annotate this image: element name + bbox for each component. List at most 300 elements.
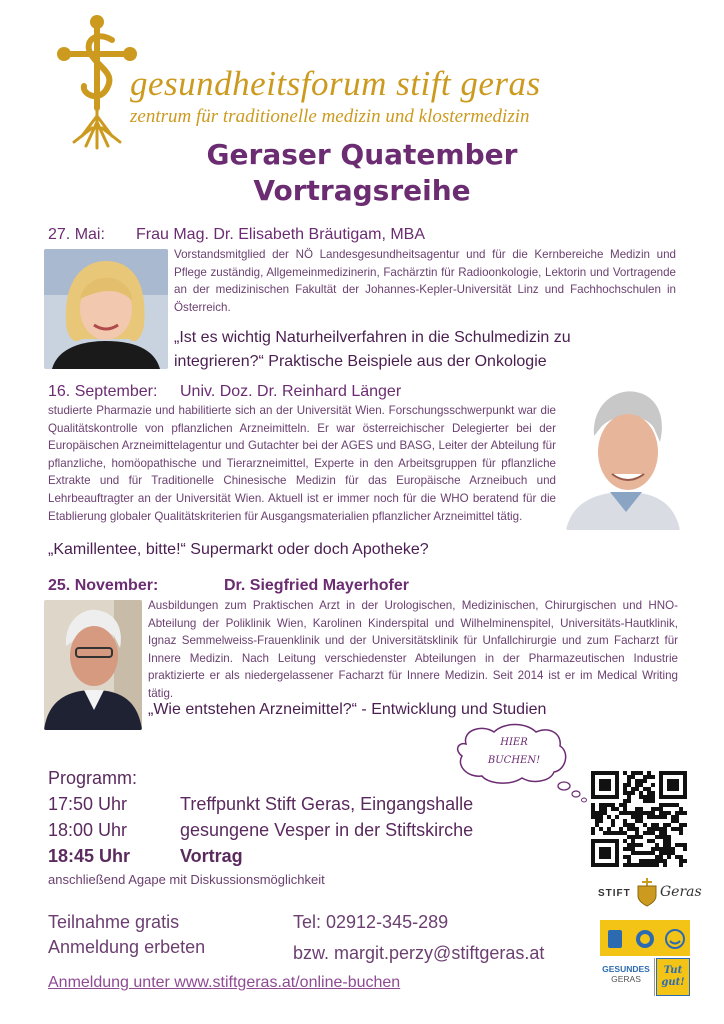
qr-module <box>671 787 675 791</box>
qr-module <box>623 799 627 803</box>
qr-module <box>627 855 631 859</box>
qr-module <box>659 787 663 791</box>
bubble-line2: BUCHEN! <box>487 755 541 766</box>
qr-module <box>595 839 599 843</box>
qr-module <box>663 847 667 851</box>
qr-module <box>631 823 635 827</box>
qr-module <box>627 779 631 783</box>
qr-module <box>655 815 659 819</box>
qr-module <box>591 795 595 799</box>
program-text: Treffpunkt Stift Geras, Eingangshalle <box>180 794 474 814</box>
program-text: gesungene Vesper in der Stiftskirche <box>180 820 474 840</box>
qr-module <box>675 783 679 787</box>
qr-module <box>639 811 643 815</box>
qr-module <box>651 815 655 819</box>
qr-module <box>623 771 627 775</box>
qr-module <box>627 843 631 847</box>
qr-module <box>675 827 679 831</box>
qr-module <box>659 791 663 795</box>
qr-module <box>639 807 643 811</box>
qr-module <box>599 783 603 787</box>
qr-module <box>659 815 663 819</box>
qr-module <box>679 863 683 867</box>
qr-module <box>591 807 595 811</box>
qr-module <box>659 847 663 851</box>
qr-module <box>591 851 595 855</box>
qr-module <box>679 827 683 831</box>
qr-module <box>651 839 655 843</box>
health-icons <box>600 920 690 956</box>
program-time: 17:50 Uhr <box>48 794 128 814</box>
qr-module <box>635 815 639 819</box>
qr-module <box>659 775 663 779</box>
qr-module <box>679 843 683 847</box>
qr-module <box>591 775 595 779</box>
qr-module <box>635 835 639 839</box>
program-note: anschließend Agape mit Diskussionsmöglichkeit <box>48 872 325 887</box>
qr-module <box>611 863 615 867</box>
qr-module <box>627 775 631 779</box>
qr-module <box>663 795 667 799</box>
qr-module <box>663 859 667 863</box>
qr-module <box>671 771 675 775</box>
qr-module <box>667 823 671 827</box>
qr-module <box>667 847 671 851</box>
qr-module <box>683 847 687 851</box>
qr-module <box>631 815 635 819</box>
qr-module <box>679 859 683 863</box>
qr-module <box>647 775 651 779</box>
qr-module <box>627 835 631 839</box>
qr-module <box>631 775 635 779</box>
qr-module <box>675 855 679 859</box>
qr-module <box>667 811 671 815</box>
qr-module <box>667 783 671 787</box>
qr-module <box>679 811 683 815</box>
qr-module <box>603 807 607 811</box>
qr-module <box>635 787 639 791</box>
participation-free: Teilnahme gratis <box>48 912 180 932</box>
qr-module <box>671 815 675 819</box>
qr-module <box>643 823 647 827</box>
qr-module <box>683 811 687 815</box>
qr-module <box>595 771 599 775</box>
qr-module <box>679 771 683 775</box>
qr-module <box>663 843 667 847</box>
qr-module <box>667 771 671 775</box>
talk2-speaker: Univ. Doz. Dr. Reinhard Länger <box>180 383 402 400</box>
qr-module <box>635 843 639 847</box>
qr-module <box>675 843 679 847</box>
qr-module <box>655 823 659 827</box>
qr-module <box>627 847 631 851</box>
contact-email[interactable]: bzw. margit.perzy@stiftgeras.at <box>293 943 545 963</box>
qr-module <box>683 779 687 783</box>
qr-module <box>607 827 611 831</box>
qr-module <box>615 787 619 791</box>
qr-module <box>591 843 595 847</box>
qr-module <box>607 779 611 783</box>
qr-module <box>659 779 663 783</box>
qr-module <box>643 851 647 855</box>
qr-module <box>683 823 687 827</box>
qr-module <box>627 863 631 867</box>
qr-module <box>591 831 595 835</box>
qr-module <box>631 771 635 775</box>
cross-logo <box>56 12 138 152</box>
qr-module <box>603 851 607 855</box>
qr-module <box>603 831 607 835</box>
qr-module <box>679 823 683 827</box>
qr-module <box>667 779 671 783</box>
qr-module <box>655 843 659 847</box>
qr-module <box>643 795 647 799</box>
qr-module <box>611 803 615 807</box>
qr-module <box>651 851 655 855</box>
qr-module <box>671 783 675 787</box>
qr-module <box>591 839 595 843</box>
qr-module <box>635 783 639 787</box>
qr-module <box>651 863 655 867</box>
qr-module <box>603 783 607 787</box>
qr-module <box>599 811 603 815</box>
qr-module <box>635 831 639 835</box>
qr-module <box>683 795 687 799</box>
qr-module <box>615 795 619 799</box>
qr-module <box>603 855 607 859</box>
qr-module <box>599 803 603 807</box>
qr-module <box>663 851 667 855</box>
qr-module <box>675 795 679 799</box>
qr-module <box>655 863 659 867</box>
qr-module <box>663 827 667 831</box>
qr-module <box>603 779 607 783</box>
qr-module <box>639 779 643 783</box>
gesundes-geras-logo <box>598 920 692 998</box>
qr-module <box>683 787 687 791</box>
qr-module <box>671 851 675 855</box>
stift-geras-logo <box>598 872 702 912</box>
program-time: 18:00 Uhr <box>48 820 128 840</box>
qr-module <box>627 783 631 787</box>
qr-module <box>607 783 611 787</box>
qr-module <box>659 859 663 863</box>
qr-module <box>651 791 655 795</box>
qr-module <box>599 827 603 831</box>
qr-module <box>651 783 655 787</box>
qr-module <box>603 863 607 867</box>
qr-module <box>623 811 627 815</box>
registration-required: Anmeldung erbeten <box>48 937 206 957</box>
qr-module <box>635 807 639 811</box>
qr-module <box>643 779 647 783</box>
program-time: 18:45 Uhr <box>48 846 131 866</box>
qr-module <box>643 775 647 779</box>
qr-module <box>615 815 619 819</box>
qr-module <box>635 827 639 831</box>
qr-module <box>599 855 603 859</box>
qr-module <box>667 787 671 791</box>
qr-module <box>591 803 595 807</box>
qr-module <box>603 803 607 807</box>
online-booking-link[interactable]: Anmeldung unter www.stiftgeras.at/online-buchen <box>48 974 401 991</box>
qr-module <box>631 827 635 831</box>
qr-module <box>607 831 611 835</box>
qr-module <box>659 795 663 799</box>
qr-module <box>639 815 643 819</box>
org-subtitle: zentrum für traditionelle medizin und klostermedizin <box>130 106 530 127</box>
qr-module <box>643 831 647 835</box>
qr-module <box>615 851 619 855</box>
qr-module <box>651 775 655 779</box>
qr-module <box>611 771 615 775</box>
qr-module <box>651 823 655 827</box>
qr-module <box>651 847 655 851</box>
qr-module <box>623 839 627 843</box>
qr-module <box>659 783 663 787</box>
qr-module <box>627 859 631 863</box>
qr-module <box>615 839 619 843</box>
qr-module <box>675 779 679 783</box>
program-row <box>48 846 243 867</box>
qr-module <box>627 827 631 831</box>
qr-module <box>635 819 639 823</box>
talk2-date: 16. September: <box>48 383 158 400</box>
qr-module <box>611 823 615 827</box>
qr-module <box>615 843 619 847</box>
qr-module <box>619 811 623 815</box>
qr-module <box>623 791 627 795</box>
qr-module <box>643 799 647 803</box>
qr-module <box>667 795 671 799</box>
qr-module <box>595 823 599 827</box>
qr-module <box>647 831 651 835</box>
qr-module <box>611 831 615 835</box>
qr-module <box>599 787 603 791</box>
talk3-date: 25. November: <box>48 577 159 594</box>
qr-module <box>591 863 595 867</box>
qr-module <box>603 811 607 815</box>
qr-module <box>651 807 655 811</box>
speaker3-photo <box>44 600 142 730</box>
qr-module <box>635 771 639 775</box>
qr-module <box>679 807 683 811</box>
qr-module <box>599 771 603 775</box>
qr-module <box>619 803 623 807</box>
qr-module <box>591 811 595 815</box>
qr-module <box>635 811 639 815</box>
qr-module <box>647 815 651 819</box>
qr-module <box>623 803 627 807</box>
qr-module <box>659 827 663 831</box>
qr-module <box>655 855 659 859</box>
qr-module <box>595 863 599 867</box>
qr-module <box>607 795 611 799</box>
qr-module <box>639 863 643 867</box>
qr-module <box>683 775 687 779</box>
qr-module <box>651 827 655 831</box>
qr-module <box>651 859 655 863</box>
qr-module <box>663 863 667 867</box>
talk3-bio: Ausbildungen zum Praktischen Arzt in der Urologischen, Medizinischen, Chirurgischen und HNO-Abteilung der Poliklinik Wien, Karolinen Kinderspital und Wilhelminenspitel, Universitäts-Hautklinik, Ignaz Semmelweiss-Frauenklinik und der Universitätsklinik für Unfallchirurgie und zum Facharzt für Innere Medizin. Nach Leitung verschiedenster Abteilungen in der Pharmazeutischen Industrie praktizierte er als niedergelassener Facharzt für Innere Medizin. Seit 2014 ist er im Medical Writing tätig. <box>148 599 678 700</box>
qr-module <box>671 795 675 799</box>
speaker1-photo <box>44 249 168 369</box>
qr-code[interactable] <box>591 771 687 867</box>
qr-module <box>647 799 651 803</box>
talk3-speaker: Dr. Siegfried Mayerhofer <box>224 577 409 594</box>
qr-module <box>607 803 611 807</box>
qr-module <box>615 863 619 867</box>
qr-module <box>635 851 639 855</box>
qr-module <box>599 851 603 855</box>
qr-module <box>663 803 667 807</box>
qr-module <box>631 851 635 855</box>
qr-module <box>611 839 615 843</box>
qr-module <box>659 811 663 815</box>
qr-module <box>683 783 687 787</box>
talk1-bio: Vorstandsmitglied der NÖ Landesgesundheitsagentur und für die Kernbereiche Medizin und Pflege zuständig, Allgemeinmedizinerin, Fachärztin für Radioonkologie, Lektorin und Vortragende an der medizinischen Fakultät der Johannes-Kepler-Universität Linz und Fachhochschulen in Österreich. <box>174 248 676 314</box>
qr-module <box>615 775 619 779</box>
talk1-date: 27. Mai: <box>48 226 105 243</box>
talk1-speaker: Frau Mag. Dr. Elisabeth Bräutigam, MBA <box>136 226 425 243</box>
qr-module <box>599 819 603 823</box>
qr-module <box>607 771 611 775</box>
qr-module <box>615 831 619 835</box>
qr-module <box>651 799 655 803</box>
qr-module <box>655 835 659 839</box>
qr-module <box>659 807 663 811</box>
qr-module <box>667 803 671 807</box>
qr-module <box>623 823 627 827</box>
qr-module <box>623 783 627 787</box>
qr-module <box>671 847 675 851</box>
qr-module <box>679 795 683 799</box>
qr-module <box>643 859 647 863</box>
qr-module <box>679 855 683 859</box>
qr-module <box>667 839 671 843</box>
talk3-title: „Wie entstehen Arzneimittel?“ - Entwicklung und Studien <box>148 701 547 718</box>
qr-module <box>611 807 615 811</box>
qr-module <box>659 831 663 835</box>
qr-module <box>639 791 643 795</box>
qr-module <box>603 787 607 791</box>
qr-module <box>671 819 675 823</box>
qr-module <box>643 787 647 791</box>
qr-module <box>615 771 619 775</box>
qr-module <box>643 863 647 867</box>
qr-module <box>675 811 679 815</box>
qr-module <box>631 791 635 795</box>
qr-module <box>591 771 595 775</box>
qr-module <box>667 843 671 847</box>
qr-module <box>615 855 619 859</box>
qr-module <box>671 779 675 783</box>
qr-module <box>607 815 611 819</box>
qr-module <box>595 795 599 799</box>
qr-module <box>599 815 603 819</box>
qr-module <box>663 823 667 827</box>
qr-module <box>615 859 619 863</box>
qr-module <box>627 791 631 795</box>
qr-module <box>599 779 603 783</box>
qr-module <box>623 855 627 859</box>
page-title-line2: Vortragsreihe <box>253 174 471 207</box>
qr-module <box>639 819 643 823</box>
qr-module <box>635 863 639 867</box>
program-text: Vortrag <box>180 846 243 866</box>
qr-module <box>591 859 595 863</box>
qr-module <box>647 859 651 863</box>
program-heading: Programm: <box>48 768 138 788</box>
qr-module <box>647 771 651 775</box>
phone-number[interactable]: Tel: 02912-345-289 <box>293 912 449 932</box>
qr-module <box>599 847 603 851</box>
qr-module <box>627 799 631 803</box>
qr-module <box>631 811 635 815</box>
qr-module <box>631 843 635 847</box>
qr-module <box>623 831 627 835</box>
qr-module <box>639 835 643 839</box>
qr-module <box>647 863 651 867</box>
speaker2-photo <box>566 380 680 530</box>
org-name: gesundheitsforum stift geras <box>130 64 541 103</box>
qr-module <box>663 835 667 839</box>
qr-module <box>667 855 671 859</box>
qr-module <box>679 831 683 835</box>
page-title-line1: Geraser Quatember <box>206 138 518 171</box>
qr-module <box>655 807 659 811</box>
qr-module <box>631 839 635 843</box>
qr-module <box>607 847 611 851</box>
qr-module <box>655 847 659 851</box>
qr-module <box>651 795 655 799</box>
stift-word: STIFT <box>598 888 631 899</box>
program-row <box>48 820 473 841</box>
bubble-line1: HIER <box>500 737 528 748</box>
qr-module <box>667 835 671 839</box>
qr-module <box>675 771 679 775</box>
qr-module <box>603 795 607 799</box>
qr-module <box>675 787 679 791</box>
qr-module <box>639 795 643 799</box>
qr-module <box>599 839 603 843</box>
qr-module <box>683 843 687 847</box>
qr-module <box>591 815 595 819</box>
qr-module <box>675 815 679 819</box>
qr-module <box>663 811 667 815</box>
qr-module <box>627 811 631 815</box>
qr-module <box>635 779 639 783</box>
qr-module <box>663 771 667 775</box>
qr-module <box>655 827 659 831</box>
tut-gut-badge: Tut gut! <box>661 965 685 988</box>
qr-module <box>631 863 635 867</box>
qr-module <box>615 791 619 795</box>
qr-module <box>647 827 651 831</box>
qr-module <box>675 803 679 807</box>
qr-module <box>659 851 663 855</box>
talk2-title: „Kamillentee, bitte!“ Supermarkt oder doch Apotheke? <box>48 541 429 558</box>
qr-module <box>647 787 651 791</box>
qr-module <box>615 847 619 851</box>
qr-module <box>627 795 631 799</box>
qr-module <box>623 863 627 867</box>
qr-module <box>595 819 599 823</box>
qr-module <box>655 859 659 863</box>
qr-module <box>683 771 687 775</box>
qr-module <box>647 795 651 799</box>
qr-module <box>615 779 619 783</box>
